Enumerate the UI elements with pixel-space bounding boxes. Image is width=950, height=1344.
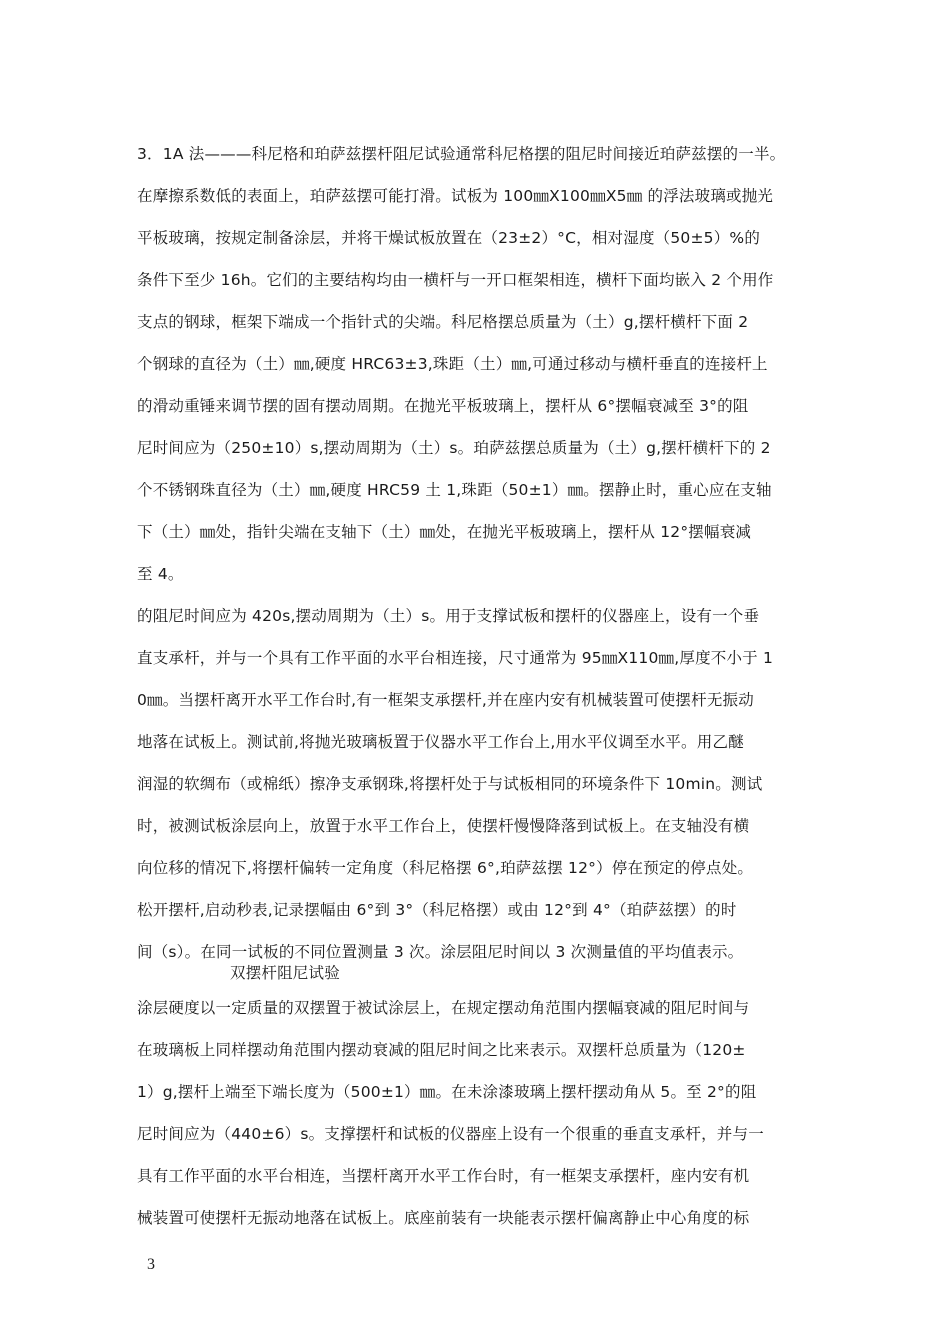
text-line: 1）g,摆杆上端至下端长度为（500±1）㎜。在未涂漆玻璃上摆杆摆动角从 5。至 2°的阻 <box>137 1083 757 1101</box>
page-number: 3 <box>147 1256 155 1273</box>
text-line: 向位移的情况下,将摆杆偏转一定角度（科尼格摆 6°,珀萨兹摆 12°）停在预定的停点处。 <box>137 859 754 877</box>
text-line: 具有工作平面的水平台相连，当摆杆离开水平工作台时，有一框架支承摆杆，座内安有机 <box>137 1167 750 1185</box>
text-line: 在摩擦系数低的表面上，珀萨兹摆可能打滑。试板为 100㎜X100㎜X5㎜ 的浮法玻璃或抛光 <box>137 187 774 205</box>
text-line: 平板玻璃，按规定制备涂层，并将干燥试板放置在（23±2）°C，相对湿度（50±5）%的 <box>137 229 761 247</box>
text-line: 的阻尼时间应为 420s,摆动周期为（土）s。用于支撑试板和摆杆的仪器座上，设有一个垂 <box>137 607 760 625</box>
text-line: 涂层硬度以一定质量的双摆置于被试涂层上，在规定摆动角范围内摆幅衰减的阻尼时间与 <box>137 999 750 1017</box>
text-line: 械装置可使摆杆无振动地落在试板上。底座前装有一块能表示摆杆偏离静止中心角度的标 <box>137 1209 750 1227</box>
text-line: 尼时间应为（250±10）s,摆动周期为（土）s。珀萨兹摆总质量为（土）g,摆杆横杆下的 2 <box>137 439 771 457</box>
text-line: 0㎜。当摆杆离开水平工作台时,有一框架支承摆杆,并在座内安有机械装置可使摆杆无振动 <box>137 691 754 709</box>
text-line: 3．1A 法———科尼格和珀萨兹摆杆阻尼试验通常科尼格摆的阻尼时间接近珀萨兹摆的一半。 <box>137 145 786 163</box>
text-line: 至 4。 <box>137 565 184 583</box>
text-line: 个钢球的直径为（土）㎜,硬度 HRC63±3,珠距（土）㎜,可通过移动与横杆垂直的连接杆上 <box>137 355 768 373</box>
text-line: 松开摆杆,启动秒表,记录摆幅由 6°到 3°（科尼格摆）或由 12°到 4°（珀萨兹摆）的时 <box>137 901 737 919</box>
text-line: 地落在试板上。测试前,将抛光玻璃板置于仪器水平工作台上,用水平仪调至水平。用乙醚 <box>137 733 744 751</box>
section-heading: 双摆杆阻尼试验 <box>230 964 340 982</box>
text-line: 的滑动重锤来调节摆的固有摆动周期。在抛光平板玻璃上，摆杆从 6°摆幅衰减至 3°的阻 <box>137 397 749 415</box>
text-line: 下（土）㎜处，指针尖端在支轴下（土）㎜处，在抛光平板玻璃上，摆杆从 12°摆幅衰减 <box>137 523 752 541</box>
text-line: 个不锈钢珠直径为（土）㎜,硬度 HRC59 土 1,珠距（50±1）㎜。摆静止时，重心应在支轴 <box>137 481 772 499</box>
text-line: 润湿的软绸布（或棉纸）擦净支承钢珠,将摆杆处于与试板相同的环境条件下 10min。测试 <box>137 775 763 793</box>
text-line: 支点的钢球，框架下端成一个指针式的尖端。科尼格摆总质量为（土）g,摆杆横杆下面 2 <box>137 313 749 331</box>
text-line: 间（s）。在同一试板的不同位置测量 3 次。涂层阻尼时间以 3 次测量值的平均值表示。 <box>137 943 744 961</box>
text-line: 直支承杆，并与一个具有工作平面的水平台相连接，尺寸通常为 95㎜X110㎜,厚度不小于 1 <box>137 649 774 667</box>
text-line: 尼时间应为（440±6）s。支撑摆杆和试板的仪器座上设有一个很重的垂直支承杆，并与一 <box>137 1125 764 1143</box>
text-line: 时，被测试板涂层向上，放置于水平工作台上，使摆杆慢慢降落到试板上。在支轴没有横 <box>137 817 750 835</box>
text-line: 在玻璃板上同样摆动角范围内摆动衰减的阻尼时间之比来表示。双摆杆总质量为（120± <box>137 1041 746 1059</box>
text-line: 条件下至少 16h。它们的主要结构均由一横杆与一开口框架相连，横杆下面均嵌入 2 个用作 <box>137 271 774 289</box>
